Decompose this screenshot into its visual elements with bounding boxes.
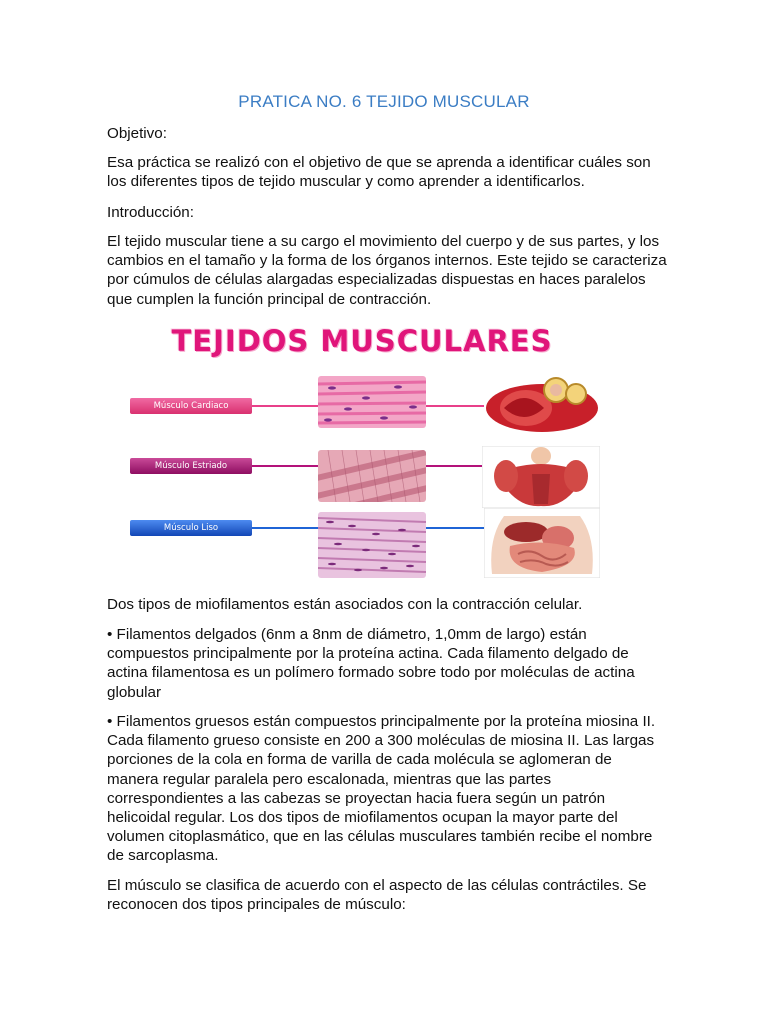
thick-filaments-bullet: • Filamentos gruesos están compuestos principalmente por la proteína miosina II. Cada filamento grueso consiste en 200 a 300 moléculas de miosina II. Las largas porciones de la cola en forma de varilla de cada molécula se aglomeran de manera regular paralela pero escalonada, mientras que las partes correspondientes a las cabezas se proyectan hacia fuera según un patrón helicoidal regular. Los dos tipos de miofilamentos ocupan la mayor parte del volumen citoplasmático, que en las células musculares también recibe el nombre de sarcoplasma. (107, 713, 656, 865)
line-cardiac (252, 405, 318, 407)
intro-heading: Introducción: (107, 204, 194, 221)
muscle-tissue-figure (122, 318, 602, 584)
muscle-body-image (482, 446, 600, 513)
digestive-organs-image (484, 508, 600, 583)
objective-heading: Objetivo: (107, 125, 167, 142)
label-smooth: Músculo Liso (130, 520, 252, 536)
line-striated (252, 465, 318, 467)
label-striated: Músculo Estriado (130, 458, 252, 474)
thin-filaments-bullet: • Filamentos delgados (6nm a 8nm de diámetro, 1,0mm de largo) están compuestos principalmente por la proteína actina. Cada filamento delgado de actina filamentosa es un polímero formado sobre todo por moléculas de actina globular (107, 626, 635, 701)
line-smooth-organ (426, 527, 484, 529)
smooth-tissue-image (318, 512, 426, 578)
classification-paragraph: El músculo se clasifica de acuerdo con el aspecto de las células contráctiles. Se reconocen dos tipos principales de músculo: (107, 877, 647, 914)
cardiac-tissue-image (318, 376, 426, 428)
heart-image (484, 374, 602, 439)
figure-title: TEJIDOS MUSCULARES (171, 324, 553, 358)
line-cardiac-organ (426, 405, 484, 407)
intro-text: El tejido muscular tiene a su cargo el movimiento del cuerpo y de sus partes, y los cambios en el tamaño y la forma de los órganos internos. Este tejido se caracteriza por cúmulos de células alargadas especializadas dispuestas en haces paralelos que cumplen la función principal de contracción. (107, 233, 667, 308)
striated-tissue-image (318, 450, 426, 502)
page-title: PRATICA NO. 6 TEJIDO MUSCULAR (238, 92, 530, 111)
objective-text: Esa práctica se realizó con el objetivo de que se aprenda a identificar cuáles son los diferentes tipos de tejido muscular y como aprender a identificarlos. (107, 154, 651, 191)
line-smooth (252, 527, 318, 529)
line-striated-organ (426, 465, 484, 467)
label-cardiac: Músculo Cardiaco (130, 398, 252, 414)
myofilaments-paragraph: Dos tipos de miofilamentos están asociados con la contracción celular. (107, 596, 583, 613)
